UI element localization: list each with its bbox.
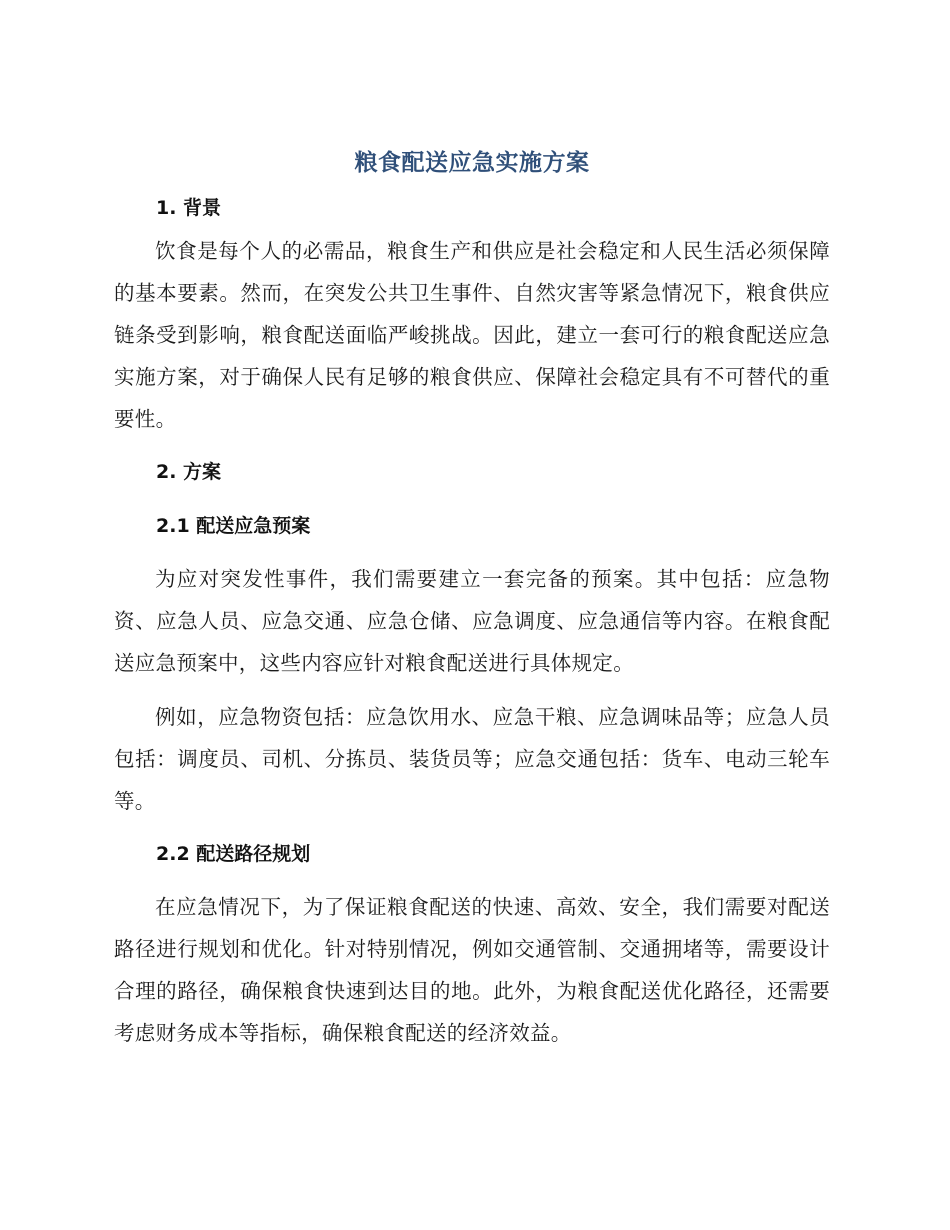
spacer bbox=[114, 822, 830, 834]
spacer bbox=[114, 492, 830, 506]
section-heading-plan: 2. 方案 bbox=[156, 461, 222, 483]
section-heading-background: 1. 背景 bbox=[156, 197, 222, 219]
document-body bbox=[114, 138, 830, 1054]
spacer bbox=[114, 440, 830, 452]
section-heading-route-planning: 2.2 配送路径规划 bbox=[156, 843, 311, 865]
spacer bbox=[114, 874, 830, 886]
document-title: 粮食配送应急实施方案 bbox=[354, 150, 590, 176]
spacer bbox=[114, 546, 830, 558]
spacer bbox=[114, 684, 830, 696]
paragraph-emergency-plan-1: 为应对突发性事件，我们需要建立一套完备的预案。其中包括：应急物资、应急人员、应急交通、应急仓储、应急调度、应急通信等内容。在粮食配送应急预案中，这些内容应针对粮食配送进行具体规定。 bbox=[114, 567, 830, 675]
section-heading-emergency-plan: 2.1 配送应急预案 bbox=[156, 515, 311, 537]
paragraph-route-planning: 在应急情况下，为了保证粮食配送的快速、高效、安全，我们需要对配送路径进行规划和优化。针对特别情况，例如交通管制、交通拥堵等，需要设计合理的路径，确保粮食快速到达目的地。此外，为粮食配送优化路径，还需要考虑财务成本等指标，确保粮食配送的经济效益。 bbox=[114, 895, 830, 1045]
paragraph-background: 饮食是每个人的必需品，粮食生产和供应是社会稳定和人民生活必须保障的基本要素。然而，在突发公共卫生事件、自然灾害等紧急情况下，粮食供应链条受到影响，粮食配送面临严峻挑战。因此，建立一套可行的粮食配送应急实施方案，对于确保人民有足够的粮食供应、保障社会稳定具有不可替代的重要性。 bbox=[114, 239, 830, 431]
paragraph-emergency-plan-2: 例如，应急物资包括：应急饮用水、应急干粮、应急调味品等；应急人员包括：调度员、司机、分拣员、装货员等；应急交通包括：货车、电动三轮车等。 bbox=[114, 705, 830, 813]
